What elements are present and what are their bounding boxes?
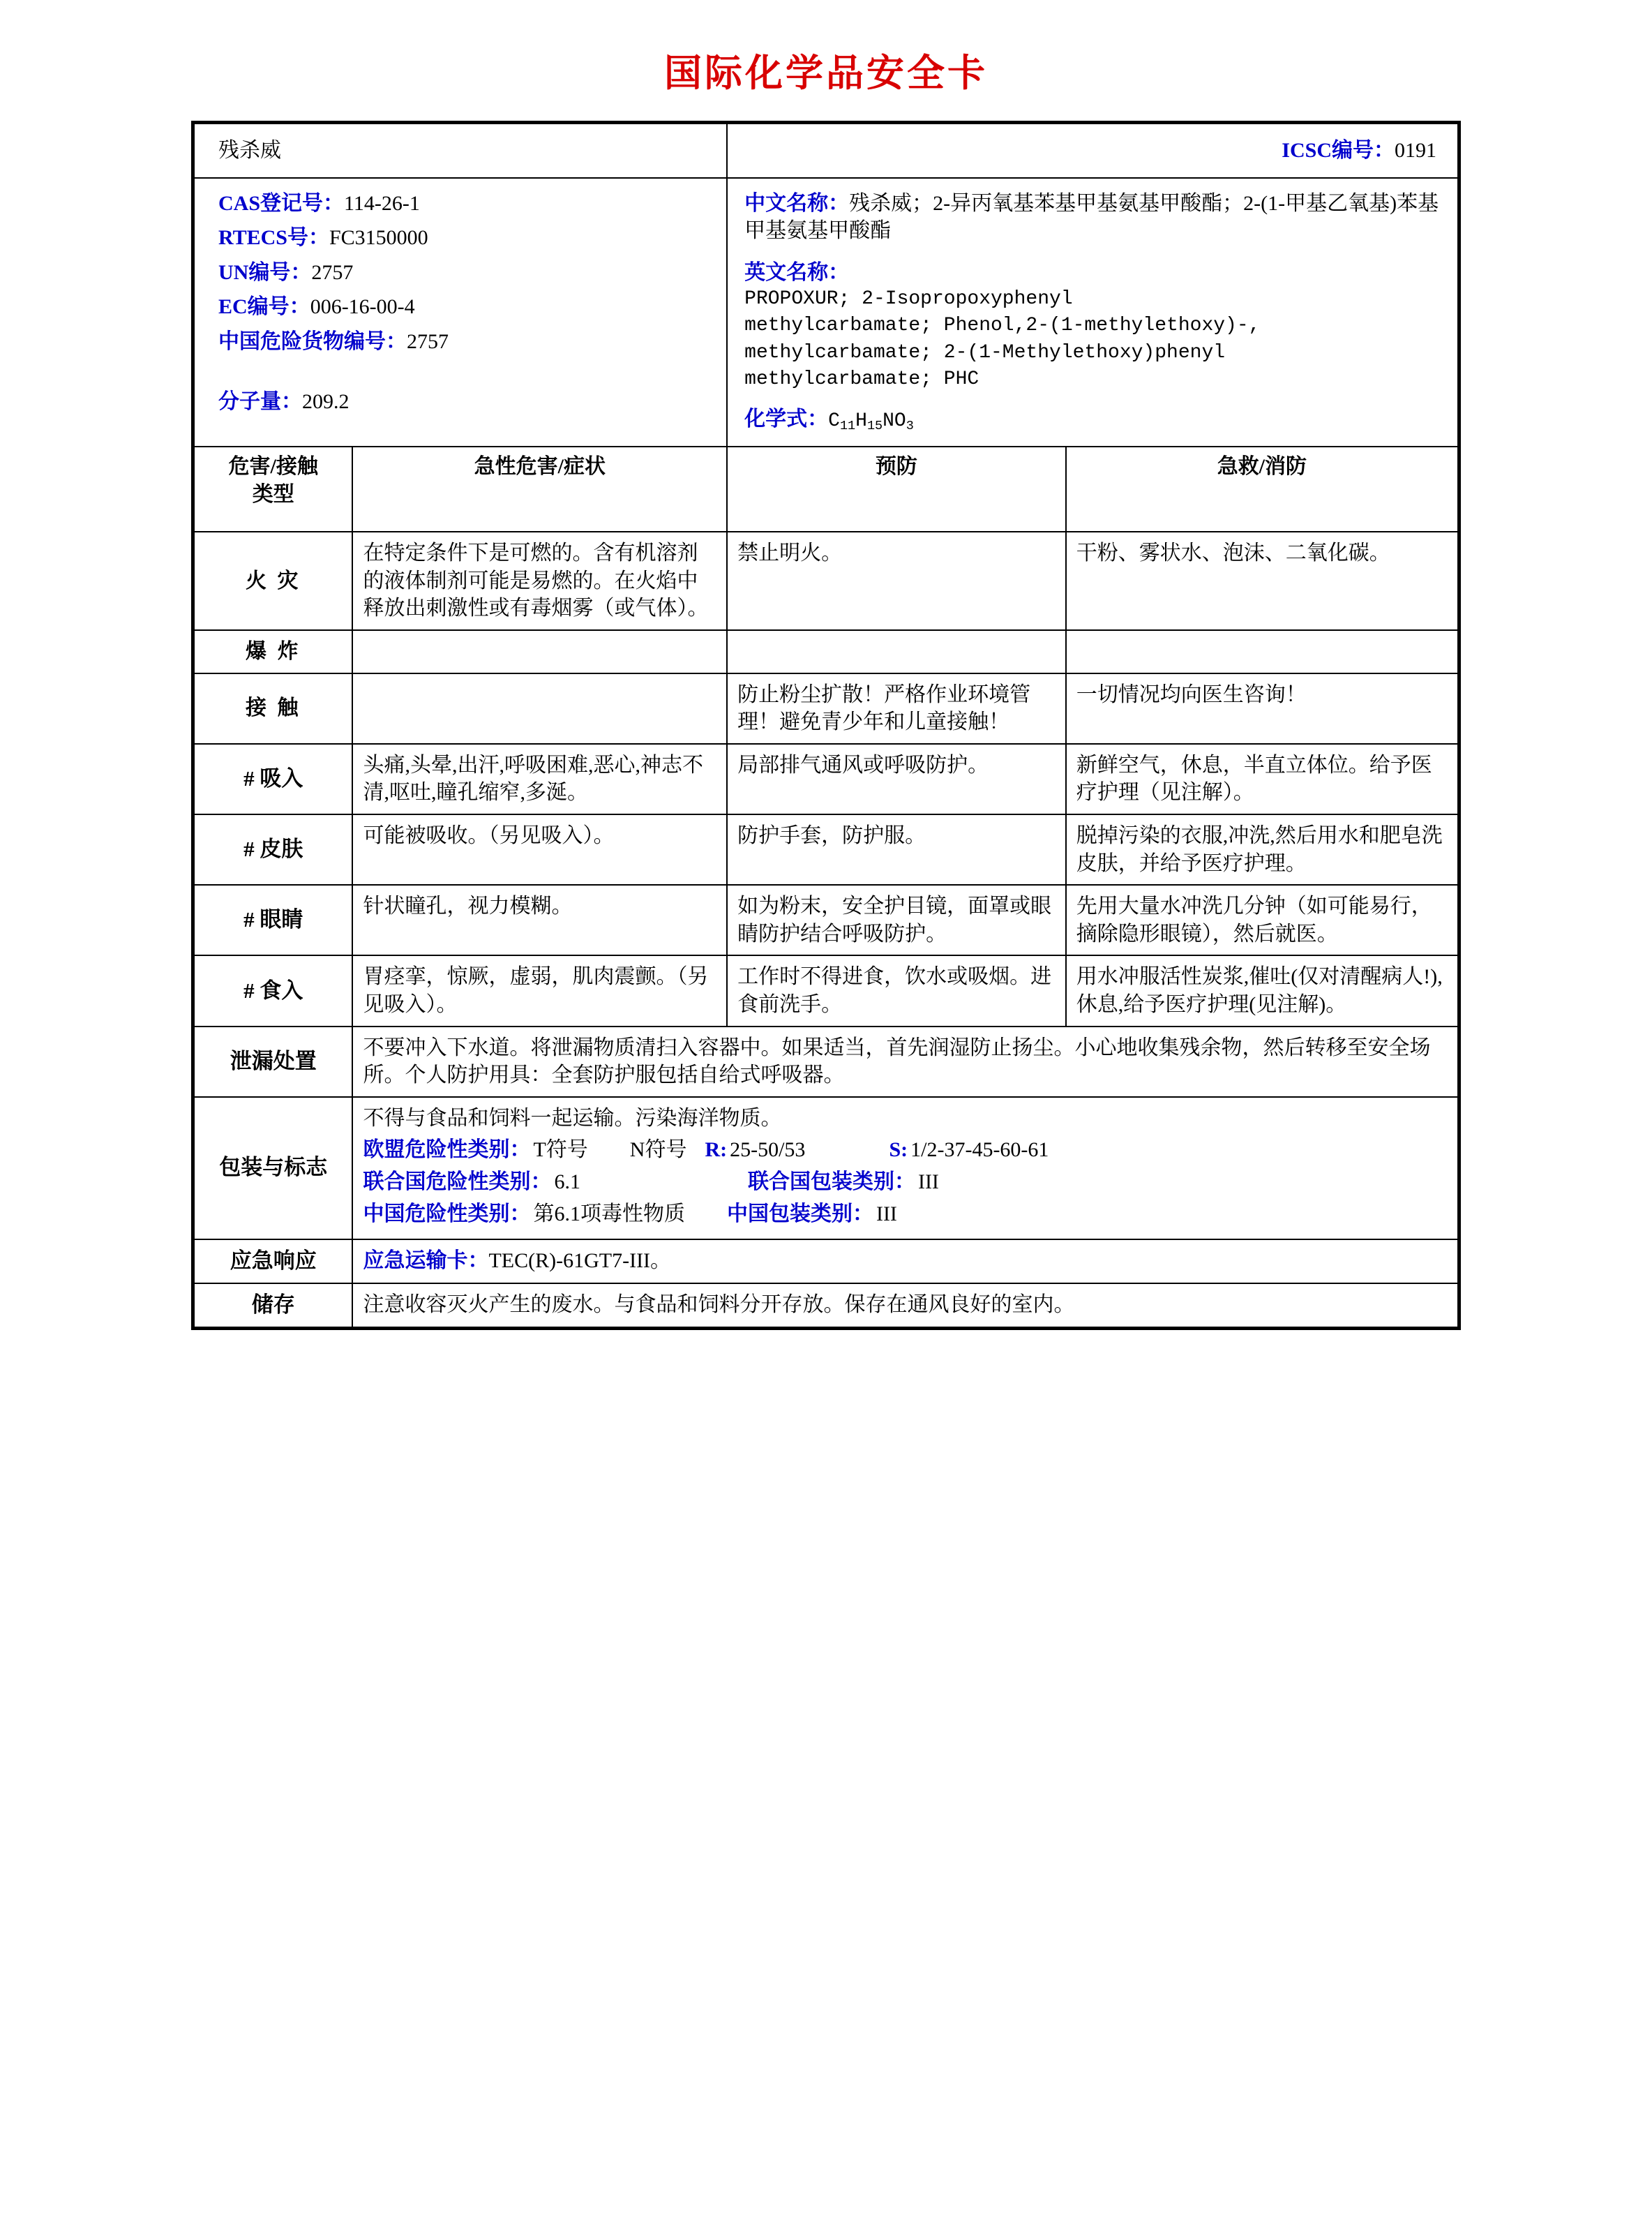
fire-firstaid: 干粉、雾状水、泡沫、二氧化碳。 xyxy=(1066,532,1458,630)
eu-symbol-2: N符号 xyxy=(629,1138,687,1162)
names-block xyxy=(727,178,1458,447)
eyes-symptoms: 针状瞳孔，视力模糊。 xyxy=(352,885,727,955)
packaging-un-line xyxy=(363,1168,1448,1196)
row-label-fire: 火 灾 xyxy=(194,532,352,630)
icsc-number-label: ICSC编号： xyxy=(1282,139,1395,162)
inhalation-firstaid: 新鲜空气，休息，半直立体位。给予医疗护理（见注解）。 xyxy=(1066,744,1458,814)
molecular-weight-value: 209.2 xyxy=(302,389,350,413)
row-label-eyes: # 眼睛 xyxy=(194,885,352,955)
skin-prevention: 防护手套，防护服。 xyxy=(727,814,1066,885)
storage-row xyxy=(194,1283,1458,1327)
emergency-row xyxy=(194,1239,1458,1283)
table-row xyxy=(194,630,1458,673)
cas-label: CAS登记号： xyxy=(218,191,345,215)
un-class-value: 6.1 xyxy=(554,1170,580,1193)
row-label-storage: 储存 xyxy=(194,1283,352,1327)
row-label-exposure: 接 触 xyxy=(194,673,352,744)
table-row xyxy=(194,532,1458,630)
un-label: UN编号： xyxy=(218,260,312,284)
emergency-card-value: TEC(R)-61GT7-III。 xyxy=(488,1249,672,1273)
ec-line xyxy=(218,293,712,321)
molecular-weight-label: 分子量： xyxy=(218,389,302,413)
un-class-label: 联合国危险性类别： xyxy=(363,1170,552,1193)
english-names-line xyxy=(744,259,1441,393)
identification-spacer xyxy=(218,363,712,388)
exposure-symptoms xyxy=(352,673,727,744)
english-name-value-4: methylcarbamate; PHC xyxy=(744,368,979,390)
eu-r-value: 25-50/53 xyxy=(730,1138,806,1162)
ingestion-firstaid: 用水冲服活性炭浆,催吐(仅对清醒病人!),休息,给予医疗护理(见注解)。 xyxy=(1066,955,1458,1026)
ec-value: 006-16-00-4 xyxy=(310,295,415,319)
cn-danger-value: 2757 xyxy=(407,329,449,353)
card-header-row xyxy=(194,124,1458,178)
ec-label: EC编号： xyxy=(218,295,310,319)
column-header-row xyxy=(194,447,1458,532)
eu-r-label: R: xyxy=(705,1138,728,1162)
cas-value: 114-26-1 xyxy=(344,191,420,215)
rtecs-label: RTECS号： xyxy=(218,226,329,250)
table-row xyxy=(194,744,1458,814)
emergency-card-label: 应急运输卡： xyxy=(363,1249,489,1273)
icsc-table xyxy=(193,123,1459,1328)
page-title: 国际化学品安全卡 xyxy=(664,51,988,95)
english-name-value-2: methylcarbamate; Phenol,2-(1-methylethoxy)-, xyxy=(744,315,1261,337)
table-row xyxy=(194,814,1458,885)
cn-danger-label: 中国危险货物编号： xyxy=(218,329,407,353)
table-row xyxy=(194,955,1458,1026)
packaging-eu-line xyxy=(363,1136,1448,1164)
skin-firstaid: 脱掉污染的衣服,冲洗,然后用水和肥皂洗皮肤，并给予医疗护理。 xyxy=(1066,814,1458,885)
icsc-number-value: 0191 xyxy=(1395,139,1436,162)
table-row xyxy=(194,885,1458,955)
exposure-prevention: 防止粉尘扩散！严格作业环境管理！避免青少年和儿童接触！ xyxy=(727,673,1066,744)
icsc-card xyxy=(191,121,1461,1330)
storage-text: 注意收容灭火产生的废水。与食品和饲料分开存放。保存在通风良好的室内。 xyxy=(352,1283,1458,1327)
skin-symptoms: 可能被吸收。（另见吸入）。 xyxy=(352,814,727,885)
formula-label: 化学式： xyxy=(744,407,829,431)
inhalation-symptoms: 头痛,头晕,出汗,呼吸困难,恶心,神志不清,呕吐,瞳孔缩窄,多涎。 xyxy=(352,744,727,814)
formula-line xyxy=(744,405,1441,435)
row-label-packaging: 包装与标志 xyxy=(194,1097,352,1239)
identification-row xyxy=(194,178,1458,447)
emergency-block xyxy=(352,1239,1458,1283)
fire-prevention: 禁止明火。 xyxy=(727,532,1066,630)
cn-class-value: 第6.1项毒性物质 xyxy=(533,1202,685,1225)
molecular-weight-line xyxy=(218,388,712,416)
un-packaging-value: III xyxy=(917,1170,939,1193)
column-header-prevention: 预防 xyxy=(727,447,1066,532)
exposure-firstaid: 一切情况均向医生咨询！ xyxy=(1066,673,1458,744)
packaging-transport-note: 不得与食品和饲料一起运输。污染海洋物质。 xyxy=(363,1106,782,1130)
substance-name: 残杀威 xyxy=(194,124,727,178)
row-label-spill: 泄漏处置 xyxy=(194,1027,352,1097)
eyes-firstaid: 先用大量水冲洗几分钟（如可能易行，摘除隐形眼镜），然后就医。 xyxy=(1066,885,1458,955)
table-row xyxy=(194,673,1458,744)
un-packaging-label: 联合国包装类别： xyxy=(747,1170,915,1193)
explosion-symptoms xyxy=(352,630,727,673)
packaging-cn-line xyxy=(363,1200,1448,1228)
row-label-skin: # 皮肤 xyxy=(194,814,352,885)
chinese-name-label: 中文名称： xyxy=(744,191,850,215)
row-label-ingestion: # 食入 xyxy=(194,955,352,1026)
un-value: 2757 xyxy=(311,260,354,284)
chinese-names-line xyxy=(744,190,1441,245)
un-line xyxy=(218,259,712,287)
cn-danger-line xyxy=(218,328,712,356)
english-name-value-3: methylcarbamate; 2-(1-Methylethoxy)phenyl xyxy=(744,341,1226,364)
chinese-name-value: 残杀威；2-异丙氧基苯基甲基氨基甲酸酯；2-(1-甲基乙氧基)苯基甲基氨基甲酸酯 xyxy=(744,191,1439,243)
ingestion-prevention: 工作时不得进食，饮水或吸烟。进食前洗手。 xyxy=(727,955,1066,1026)
formula-value: $C_{11}H_{15}NO_3$ xyxy=(828,410,914,433)
rtecs-value: FC3150000 xyxy=(329,226,428,250)
column-header-symptoms: 急性危害/症状 xyxy=(352,447,727,532)
row-label-explosion: 爆 炸 xyxy=(194,630,352,673)
cn-class-label: 中国危险性类别： xyxy=(363,1202,531,1225)
row-label-inhalation: # 吸入 xyxy=(194,744,352,814)
english-name-value-1: PROPOXUR; 2-Isopropoxyphenyl xyxy=(744,288,1073,311)
icsc-number-cell xyxy=(727,124,1458,178)
eu-s-label: S: xyxy=(889,1138,908,1162)
explosion-firstaid xyxy=(1066,630,1458,673)
cn-packaging-label: 中国包装类别： xyxy=(726,1202,873,1225)
identification-block xyxy=(194,178,727,447)
row-label-emergency: 应急响应 xyxy=(194,1239,352,1283)
eu-s-value: 1/2-37-45-60-61 xyxy=(910,1138,1049,1162)
eyes-prevention: 如为粉末，安全护目镜，面罩或眼睛防护结合呼吸防护。 xyxy=(727,885,1066,955)
eu-symbol-1: T符号 xyxy=(533,1138,588,1162)
packaging-row xyxy=(194,1097,1458,1239)
cn-packaging-value: III xyxy=(876,1202,897,1225)
english-name-label: 英文名称： xyxy=(744,260,850,284)
spill-row xyxy=(194,1027,1458,1097)
column-header-hazard-type: 危害/接触 类型 xyxy=(194,447,352,532)
ingestion-symptoms: 胃痉挛，惊厥，虚弱，肌肉震颤。（另见吸入）。 xyxy=(352,955,727,1026)
fire-symptoms: 在特定条件下是可燃的。含有机溶剂的液体制剂可能是易燃的。在火焰中释放出刺激性或有毒烟雾（或气体）。 xyxy=(352,532,727,630)
column-header-firstaid: 急救/消防 xyxy=(1066,447,1458,532)
inhalation-prevention: 局部排气通风或呼吸防护。 xyxy=(727,744,1066,814)
spill-text: 不要冲入下水道。将泄漏物质清扫入容器中。如果适当，首先润湿防止扬尘。小心地收集残余物，然后转移至安全场所。个人防护用具：全套防护服包括自给式呼吸器。 xyxy=(352,1027,1458,1097)
eu-class-label: 欧盟危险性类别： xyxy=(363,1138,531,1162)
explosion-prevention xyxy=(727,630,1066,673)
cas-line xyxy=(218,190,712,218)
packaging-block xyxy=(352,1097,1458,1239)
rtecs-line xyxy=(218,224,712,252)
